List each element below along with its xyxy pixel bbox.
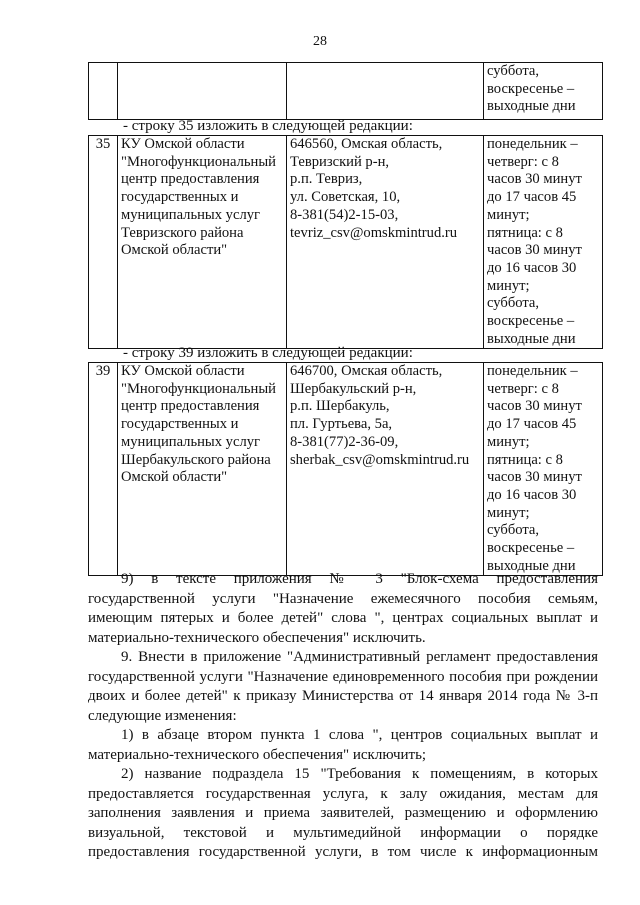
text-line: государственной услуги "Назначение ежемесячного пособия семьям, xyxy=(88,590,598,607)
address-cell xyxy=(287,136,484,349)
cell-text-line: воскресенье – xyxy=(487,540,575,557)
cell-text-line: часов 30 минут xyxy=(487,469,582,486)
text-line: предоставляется государственная услуга, к залу ожидания, местам для xyxy=(88,785,598,802)
text-line: 1) в абзаце втором пункта 1 слова ", центров социальных выплат и xyxy=(121,727,598,743)
cell-text-line: суббота, xyxy=(487,63,540,79)
cell-text-line: sherbak_csv@omskmintrud.ru xyxy=(290,451,470,468)
organization-cell xyxy=(118,136,287,349)
hours-cell xyxy=(484,136,603,349)
text-line: материально-технического обеспечения" исключить. xyxy=(88,629,426,646)
cell-text-line: Шербакульский р-н, xyxy=(290,380,417,397)
instruction-row-35: - строку 35 изложить в следующей редакции: xyxy=(123,118,413,134)
cell-text-line: ул. Советская, 10, xyxy=(290,189,401,206)
text-line: материально-технического обеспечения" исключить; xyxy=(88,746,427,763)
cell-text-line: пятница: с 8 xyxy=(487,451,563,468)
cell-text-line: 646560, Омская область, xyxy=(290,136,443,152)
cell-text-line: воскресенье – xyxy=(487,313,575,330)
cell-text-line: выходные дни xyxy=(487,330,576,347)
cell-text-line: выходные дни xyxy=(487,557,576,574)
page-number: 28 xyxy=(313,34,327,49)
text-line: государственной услуги "Назначение единовременного пособия при рождении xyxy=(88,668,598,685)
text-line: 9) в тексте приложения № 3 "Блок-схема предоставления xyxy=(121,571,598,587)
text-line: следующие изменения: xyxy=(88,707,237,724)
text-line: двоих и более детей" к приказу Министерства от 14 января 2014 года № 3-п xyxy=(88,688,598,705)
cell-text-line: р.п. Шербакуль, xyxy=(290,398,390,415)
cell-text-line: "Многофункциональный xyxy=(121,380,276,397)
cell-text-line: часов 30 минут xyxy=(487,398,582,415)
cell-text-line: 8-381(54)2-15-03, xyxy=(290,206,399,223)
cell-text-line: до 16 часов 30 xyxy=(487,486,577,503)
cell-text-line: воскресенье – xyxy=(487,80,575,97)
row-number-cell xyxy=(89,63,118,120)
cell-text-line: часов 30 минут xyxy=(487,171,582,188)
cell-text-line: р.п. Тевриз, xyxy=(290,171,363,188)
cell-text-line: четверг: с 8 xyxy=(487,380,559,397)
table-row-fragment-top xyxy=(88,62,603,120)
cell-text-line: Омской области" xyxy=(121,469,228,486)
cell-text-line: понедельник – xyxy=(487,363,578,379)
hours-cell xyxy=(484,63,603,120)
cell-text-line: до 17 часов 45 xyxy=(487,416,577,433)
cell-text-line: минут; xyxy=(487,277,530,294)
cell-text-line: минут; xyxy=(487,433,530,450)
cell-text-line: выходные дни xyxy=(487,98,576,115)
text-line: 9. Внести в приложение "Административный регламент предоставления xyxy=(121,649,598,665)
cell-text-line: суббота, xyxy=(487,522,540,539)
paragraph-subitem-2 xyxy=(88,765,598,863)
text-line: заполнения заявления и приема заявителей, размещению и оформлению xyxy=(88,805,598,822)
cell-text-line: пятница: с 8 xyxy=(487,224,563,241)
hours-cell xyxy=(484,363,603,576)
paragraph-subitem-1 xyxy=(88,726,598,765)
cell-text-line: государственных и xyxy=(121,416,239,433)
cell-text-line: минут; xyxy=(487,206,530,223)
cell-text-line: минут; xyxy=(487,504,530,521)
cell-text-line: tevriz_csv@omskmintrud.ru xyxy=(290,224,458,241)
paragraph-item-9-subitem xyxy=(88,570,598,648)
cell-text-line: Шербакульского района xyxy=(121,451,271,468)
organization-cell xyxy=(118,363,287,576)
cell-text-line: муниципальных услуг xyxy=(121,206,261,223)
cell-text-line: Тевризского района xyxy=(121,224,244,241)
table-row-35 xyxy=(88,135,603,349)
cell-text-line: 8-381(77)2-36-09, xyxy=(290,433,399,450)
paragraph-item-9 xyxy=(88,648,598,726)
cell-text-line: центр предоставления xyxy=(121,398,260,415)
cell-text-line: пл. Гуртьева, 5а, xyxy=(290,416,393,433)
cell-text-line: муниципальных услуг xyxy=(121,433,261,450)
cell-text-line: "Многофункциональный xyxy=(121,153,276,170)
text-line: имеющим пятерых и более детей" слова ", центрах социальных выплат и xyxy=(88,610,598,627)
instruction-row-39: - строку 39 изложить в следующей редакции: xyxy=(123,345,413,361)
organization-cell xyxy=(118,63,287,120)
cell-text-line: Омской области" xyxy=(121,242,228,259)
cell-text-line: часов 30 минут xyxy=(487,242,582,259)
cell-text-line: до 16 часов 30 xyxy=(487,259,577,276)
text-line: предоставления государственной услуги, в том числе к информационным xyxy=(88,844,598,861)
row-number-cell: 39 xyxy=(89,363,118,576)
cell-text-line: 646700, Омская область, xyxy=(290,363,443,379)
cell-text-line: понедельник – xyxy=(487,136,578,152)
cell-text-line: КУ Омской области xyxy=(121,363,245,379)
cell-text-line: до 17 часов 45 xyxy=(487,189,577,206)
text-line: визуальной, текстовой и мультимедийной информации о порядке xyxy=(88,824,598,841)
cell-text-line: суббота, xyxy=(487,295,540,312)
address-cell xyxy=(287,63,484,120)
cell-text-line: государственных и xyxy=(121,189,239,206)
address-cell xyxy=(287,363,484,576)
cell-text-line: КУ Омской области xyxy=(121,136,245,152)
row-number-cell: 35 xyxy=(89,136,118,349)
cell-text-line: центр предоставления xyxy=(121,171,260,188)
text-line: 2) название подраздела 15 "Требования к помещениям, в которых xyxy=(121,766,598,782)
cell-text-line: четверг: с 8 xyxy=(487,153,559,170)
table-row-39 xyxy=(88,362,603,576)
cell-text-line: Тевризский р-н, xyxy=(290,153,390,170)
